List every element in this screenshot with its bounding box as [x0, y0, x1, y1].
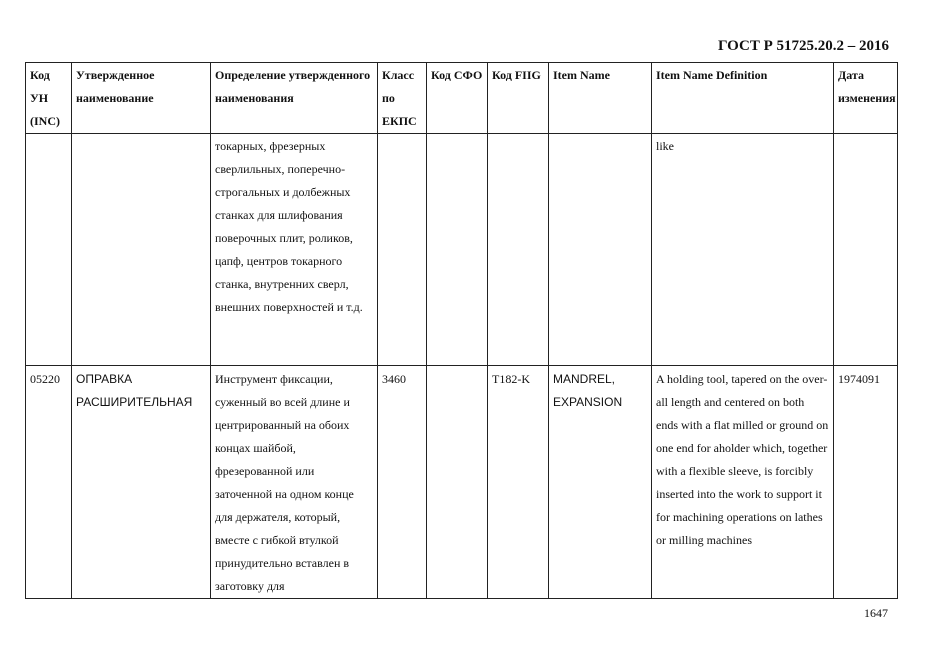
header-item-name: Item Name	[549, 63, 652, 134]
cell-definition-ru: токарных, фрезерных сверлильных, поперечно-строгальных и долбежных станках для шлифования поверочных плит, роликов, цапф, центров токарного станка, внутренних сверл, внешних поверхностей и т.д.	[211, 134, 378, 366]
cell-ekps-class: 3460	[378, 366, 427, 599]
cell-definition-ru: Инструмент фиксации, суженный во всей длине и центрированный на обоих концах шайбой, фрезерованной или заточенной на одном конце для держателя, который, вместе с гибкой втулкой принудительно вставлен в заготовку для	[211, 366, 378, 599]
cell-fiig-code	[488, 134, 549, 366]
cell-item-name-definition: A holding tool, tapered on the over-all length and centered on both ends with a flat milled or ground on one end for aholder which, together with a flexible sleeve, is forcibly inserted into the work to support it for machining operations on lathes or milling machines	[652, 366, 834, 599]
cell-inc: 05220	[26, 366, 72, 599]
table-header-row	[26, 63, 898, 134]
header-sfo-code: Код СФО	[427, 63, 488, 134]
cell-change-date: 1974091	[834, 366, 898, 599]
document-standard-title: ГОСТ Р 51725.20.2 – 2016	[717, 38, 889, 54]
page-number: 1647	[864, 606, 888, 620]
cell-ekps-class	[378, 134, 427, 366]
cell-item-name-definition: like	[652, 134, 834, 366]
cell-fiig-code: T182-K	[488, 366, 549, 599]
header-definition-ru: Определение утвержденного наименования	[211, 63, 378, 134]
header-inc: Код УН (INC)	[26, 63, 72, 134]
cell-item-name: MANDREL, EXPANSION	[549, 366, 652, 599]
cell-approved-name: ОПРАВКА РАСШИРИТЕЛЬНАЯ	[72, 366, 211, 599]
header-ekps-class: Класс по ЕКПС	[378, 63, 427, 134]
cell-inc	[26, 134, 72, 366]
header-approved-name: Утвержденное наименование	[72, 63, 211, 134]
header-item-name-definition: Item Name Definition	[652, 63, 834, 134]
header-change-date: Дата изменения	[834, 63, 898, 134]
cell-sfo-code	[427, 366, 488, 599]
cell-change-date	[834, 134, 898, 366]
table-row	[26, 366, 898, 599]
table-row	[26, 134, 898, 366]
classification-table	[25, 62, 898, 599]
cell-sfo-code	[427, 134, 488, 366]
cell-approved-name	[72, 134, 211, 366]
cell-item-name	[549, 134, 652, 366]
header-fiig-code: Код FIIG	[488, 63, 549, 134]
